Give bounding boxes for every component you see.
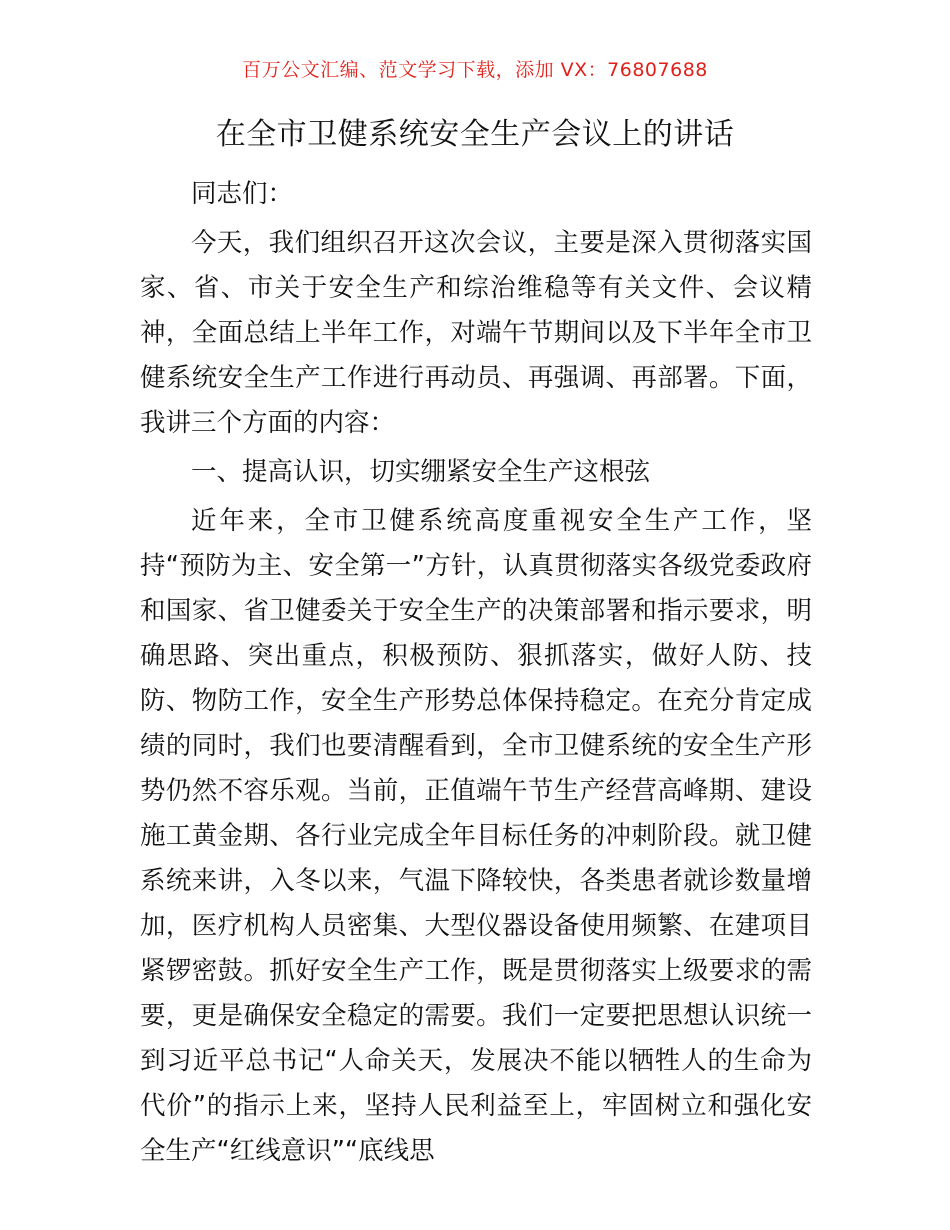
header-banner: 百万公文汇编、范文学习下载，添加 VX：76807688: [242, 59, 708, 81]
paragraph-intro: 今天，我们组织召开这次会议，主要是深入贯彻落实国家、省、市关于安全生产和综治维稳等有关文件、会议精神，全面总结上半年工作，对端午节期间以及下半年全市卫健系统安全生产工作进行再动员、再强调、再部署。下面，我讲三个方面的内容：: [140, 228, 812, 438]
paragraph-body: 近年来，全市卫健系统高度重视安全生产工作，坚持“预防为主、安全第一”方针，认真贯彻落实各级党委政府和国家、省卫健委关于安全生产的决策部署和指示要求，明确思路、突出重点，积极预防、狠抓落实，做好人防、技防、物防工作，安全生产形势总体保持稳定。在充分肯定成绩的同时，我们也要清醒看到，全市卫健系统的安全生产形势仍然不容乐观。当前，正值端午节生产经营高峰期、建设施工黄金期、各行业完成全年目标任务的冲刺阶段。就卫健系统来讲，入冬以来，气温下降较快，各类患者就诊数量增加，医疗机构人员密集、大型仪器设备使用频繁、在建项目紧锣密鼓。抓好安全生产工作，既是贯彻落实上级要求的需要，更是确保安全稳定的需要。我们一定要把思想认识统一到习近平总书记“人命关天，发展决不能以牺牲人的生命为代价”的指示上来，坚持人民利益至上，牢固树立和强化安全生产“红线意识”“底线思: [140, 506, 812, 1166]
document-body: [140, 172, 812, 1174]
salutation: 同志们：: [191, 179, 294, 209]
section-heading: 一、提高认识，切实绷紧安全生产这根弦: [191, 457, 651, 487]
document-title: 在全市卫健系统安全生产会议上的讲话: [215, 117, 735, 152]
